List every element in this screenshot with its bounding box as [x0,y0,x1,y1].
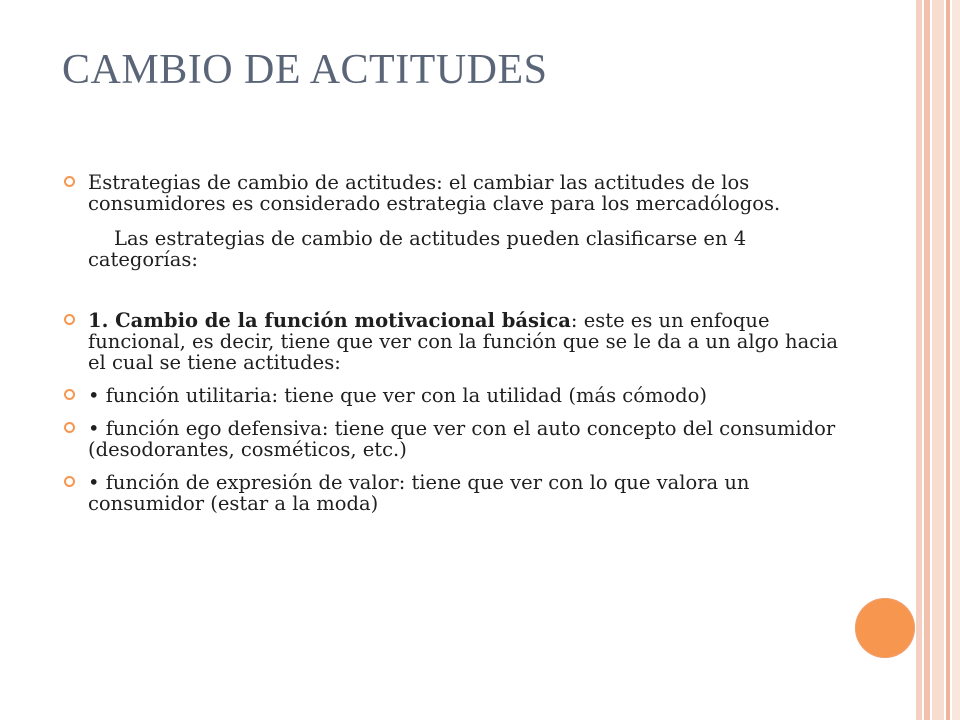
decorative-stripe [932,0,944,720]
bullet-ring-icon [64,389,75,400]
bullet-text: : este es un enfoque funcional, es decir, tiene que ver con la función que se le da a un algo hacia el cual se tiene actitudes: [88,309,838,374]
category-heading: 1. Cambio de la función motivacional básica [88,309,571,332]
continuation-paragraph [64,228,844,270]
bullet-ring-icon [64,476,75,487]
bullet-text: • función utilitaria: tiene que ver con la utilidad (más cómodo) [88,384,708,407]
slide-body [64,172,844,514]
decorative-stripe [946,0,950,720]
bullet-item [64,385,844,406]
bullet-text: • función de expresión de valor: tiene que ver con lo que valora un consumidor (estar a la moda) [88,471,750,515]
bullet-ring-icon [64,314,75,325]
decorative-circle [855,598,915,658]
bullet-item [64,418,844,460]
decorative-stripe [916,0,922,720]
bullet-item [64,472,844,514]
decorative-stripe [952,0,960,720]
bullet-ring-icon [64,422,75,433]
bullet-ring-icon [64,176,75,187]
paragraph-text: Las estrategias de cambio de actitudes pueden clasificarse en 4 categorías: [88,227,747,271]
decorative-stripe [924,0,930,720]
bullet-item [64,172,844,214]
bullet-text: • función ego defensiva: tiene que ver con el auto concepto del consumidor (desodorantes, cosméticos, etc.) [88,417,836,461]
slide-title: CAMBIO DE ACTITUDES [62,47,548,93]
bullet-text: Estrategias de cambio de actitudes: el cambiar las actitudes de los consumidores es considerado estrategia clave para los mercadólogos. [88,171,781,215]
bullet-item [64,310,844,373]
